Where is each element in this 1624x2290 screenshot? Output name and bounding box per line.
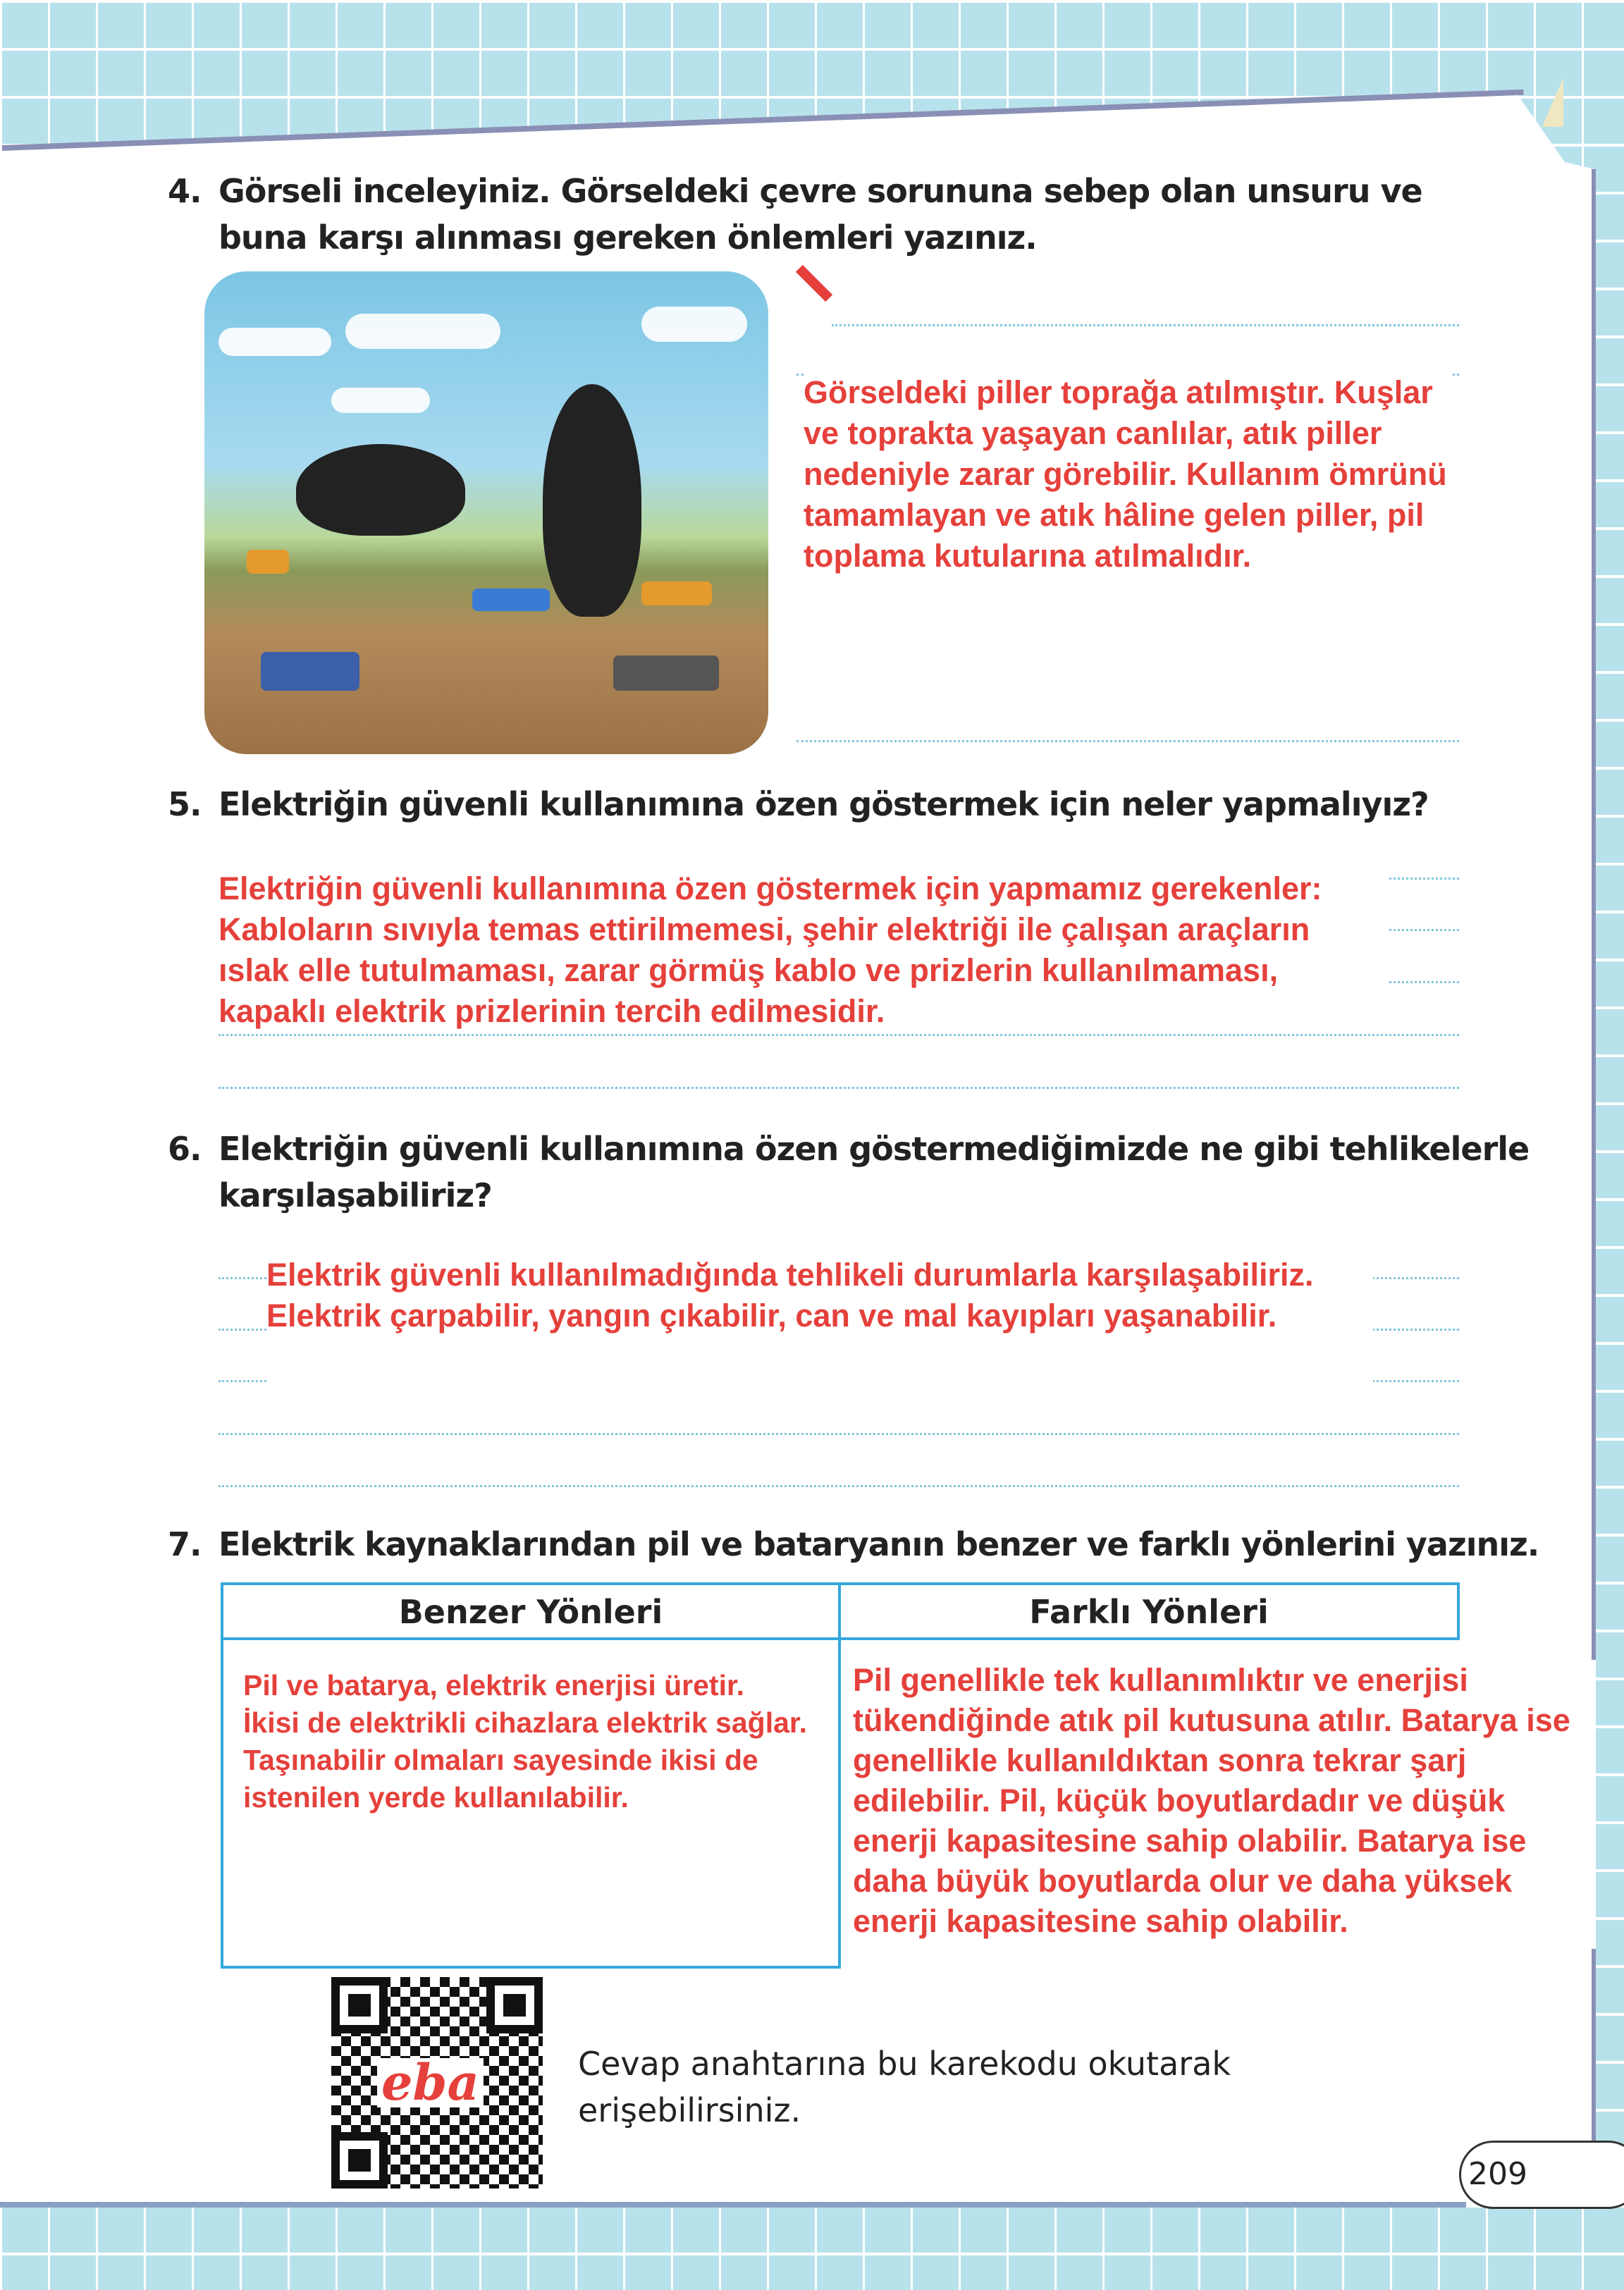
question-6-line1: Elektriğin güvenli kullanımına özen göstermediğimizde ne gibi tehlikelerle (219, 1130, 1530, 1168)
differences-answer: Pil genellikle tek kullanımlıktır ve enerjisi tükendiğinde atık pil kutusuna atılır. Batarya ise genellikle kullanıldıktan sonra tekrar şarj edilebilir. Pil, küçük boyutlardadır ve düşük enerji kapasitesine sahip olabilir. Batarya ise daha büyük boyutlarda olur ve daha yüksek enerji kapasitesine sahip olabilir. (846, 1660, 1596, 1949)
eba-logo: eba (377, 2058, 484, 2107)
question-5-text: Elektriğin güvenli kullanımına özen göstermek için neler yapmalıyız? (219, 785, 1429, 823)
column-header-differences: Farklı Yönleri (838, 1582, 1460, 1640)
page-curl (1514, 78, 1563, 127)
column-header-similarities: Benzer Yönleri (221, 1582, 841, 1640)
question-number: 7. (168, 1525, 202, 1563)
question-4 (168, 168, 1558, 261)
question-4-line1: Görseli inceleyiniz. Görseldeki çevre sorununa sebep olan unsuru ve (219, 172, 1422, 210)
bird-icon (543, 384, 641, 617)
question-5-answer: Elektriğin güvenli kullanımına özen göstermek için yapmamız gerekenler: Kabloların sıvıyla temas ettirilmemesi, şehir elektriği ile çalışan araçların ıslak elle tutulmaması, zarar görmüş kablo ve prizlerin kullanılmaması, kapaklı elektrik prizlerinin tercih edilmesidir. (219, 868, 1389, 1032)
question-5 (168, 781, 1558, 827)
question-4-line2: buna karşı alınması gereken önlemleri yazınız. (219, 218, 1037, 257)
question-4-answer: Görseldeki piller toprağa atılmıştır. Kuşlar ve toprakta yaşayan canlılar, atık piller nedeniyle zarar görebilir. Kullanım ömrünü tamamlayan ve atık hâline gelen piller, pil toplama kutularına atılmalıdır. (804, 372, 1452, 577)
qr-caption-line2: erişebilirsiniz. (578, 2091, 801, 2129)
birds-batteries-illustration (204, 271, 768, 754)
similarities-answer: Pil ve batarya, elektrik enerjisi üretir. İkisi de elektrikli cihazlara elektrik sağlar. Taşınabilir olmaları sayesinde ikisi de istenilen yerde kullanılabilir. (243, 1669, 807, 1814)
qr-caption-line1: Cevap anahtarına bu karekodu okutarak (578, 2045, 1231, 2083)
question-number: 5. (168, 785, 202, 823)
question-number: 6. (168, 1130, 202, 1168)
qr-caption (578, 2040, 1231, 2134)
page-bottom-edge (0, 2202, 1466, 2208)
question-6 (168, 1126, 1558, 1219)
question-6-answer: Elektrik güvenli kullanılmadığında tehlikeli durumlarla karşılaşabiliriz. Elektrik çarpabilir, yangın çıkabilir, can ve mal kayıpları yaşanabilir. (266, 1255, 1373, 1403)
question-7 (168, 1521, 1558, 1568)
question-6-line2: karşılaşabiliriz? (219, 1176, 492, 1214)
page-number: 209 (1459, 2141, 1624, 2209)
question-7-text: Elektrik kaynaklarından pil ve bataryanın benzer ve farklı yönlerini yazınız. (219, 1525, 1539, 1563)
bird-icon (296, 444, 465, 536)
question-number: 4. (168, 172, 202, 210)
